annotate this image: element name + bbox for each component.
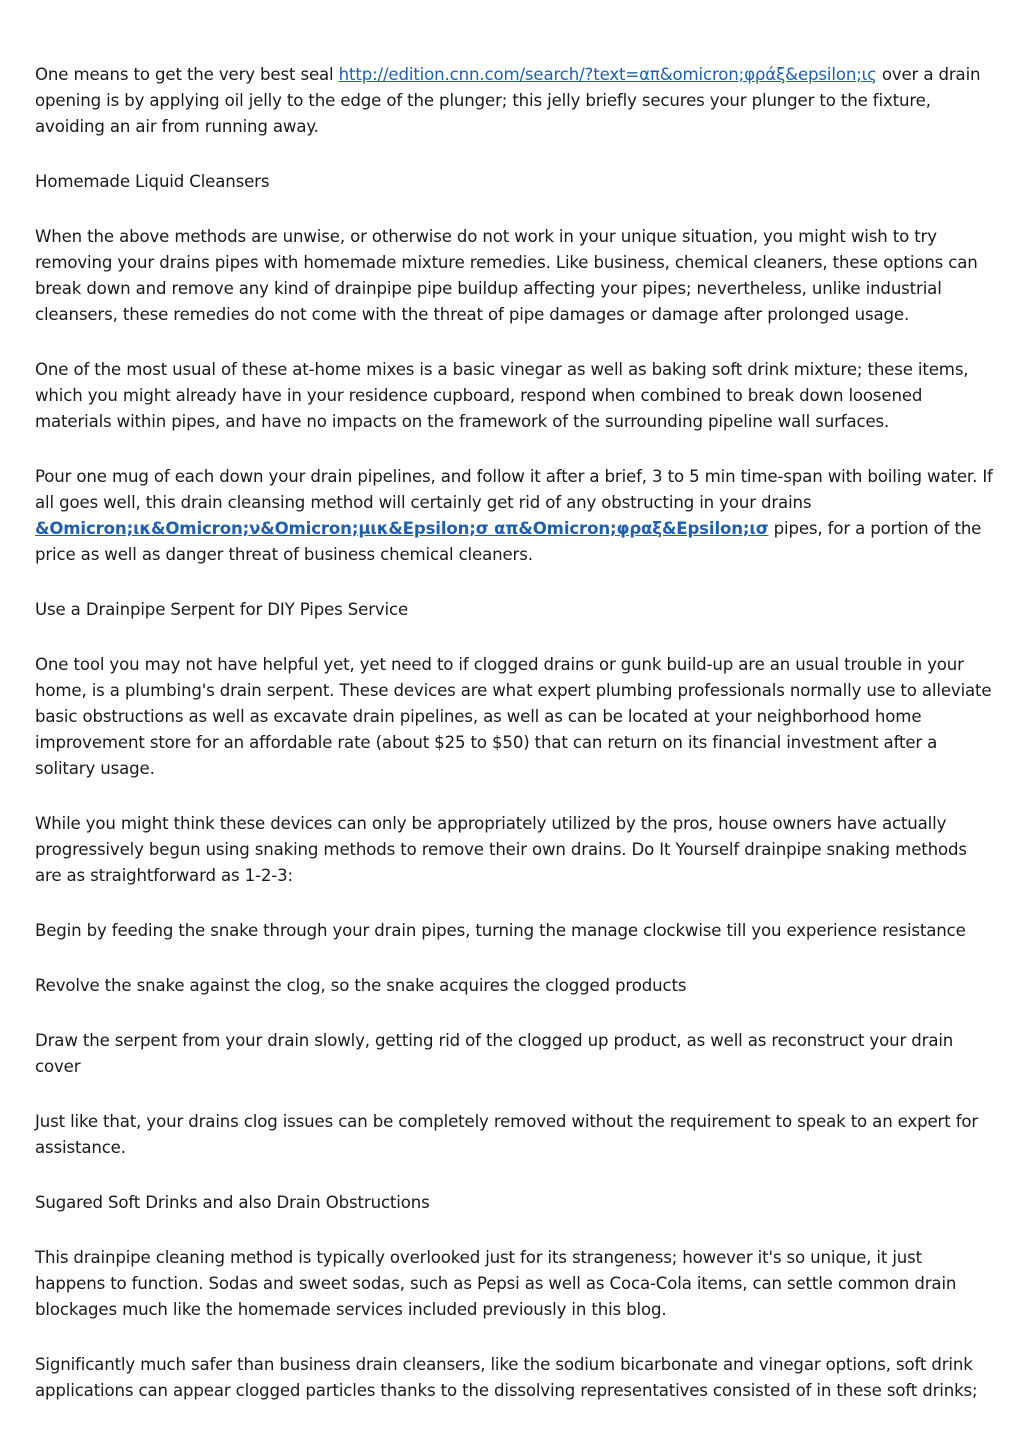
paragraph-text: Pour one mug of each down your drain pipelines, and follow it after a brief, 3 to 5 min time-span with boiling water. If all goes well, this drain cleansing method will certainly get rid of any obstructing in your drains [35,467,993,512]
cnn-search-link[interactable]: http://edition.cnn.com/search/?text=απ&omicron;φράξ&epsilon;ις [338,65,877,84]
paragraph-plunger-seal [35,62,995,140]
step-revolve-snake: Revolve the snake against the clog, so the snake acquires the clogged products [35,976,687,995]
paragraph-just-like-that: Just like that, your drains clog issues can be completely removed without the requirement to speak to an expert for assistance. [35,1112,979,1157]
heading-sugared-soft-drinks: Sugared Soft Drinks and also Drain Obstructions [35,1193,430,1212]
paragraph-text: over a drain opening is by applying oil jelly to the edge of the plunger; this jelly briefly secures your plunger to the fixture, avoiding an air from running away. [35,65,981,136]
paragraph-soda-method: This drainpipe cleaning method is typically overlooked just for its strangeness; however it's so unique, it just happens to function. Sodas and sweet sodas, such as Pepsi as well as Coca-Cola items, can settle common drain blockages much like the homemade services included previously in this blog. [35,1248,957,1319]
drain-cleaning-link[interactable]: &Omicron;ικ&Omicron;ν&Omicron;μικ&Epsilon;σ απ&Omicron;φραξ&Epsilon;ισ [35,519,769,538]
paragraph-text: One means to get the very best seal [35,65,339,84]
heading-homemade-liquid-cleansers: Homemade Liquid Cleansers [35,172,270,191]
paragraph-text: pipes, for a portion of the price as well as danger threat of business chemical cleaners. [35,519,982,564]
paragraph-pour-mug [35,464,995,568]
heading-drainpipe-serpent: Use a Drainpipe Serpent for DIY Pipes Service [35,600,409,619]
paragraph-safer-than-cleansers: Significantly much safer than business drain cleansers, like the sodium bicarbonate and vinegar options, soft drink applications can appear clogged particles thanks to the dissolving representatives consisted of in these soft drinks; [35,1355,978,1400]
paragraph-diy-snaking: While you might think these devices can only be appropriately utilized by the pros, house owners have actually progressively begun using snaking methods to remove their own drains. Do It Yourself drainpipe snaking methods are as straightforward as 1-2-3: [35,814,967,885]
paragraph-vinegar-baking-soda: One of the most usual of these at-home mixes is a basic vinegar as well as baking soft drink mixture; these items, which you might already have in your residence cupboard, respond when combined to break down loosened materials within pipes, and have no impacts on the framework of the surrounding pipeline wall surfaces. [35,360,969,431]
paragraph-drain-serpent-tool: One tool you may not have helpful yet, yet need to if clogged drains or gunk build-up are an usual trouble in your home, is a plumbing's drain serpent. These devices are what expert plumbing professionals normally use to alleviate basic obstructions as well as excavate drain pipelines, as well as can be located at your neighborhood home improvement store for an affordable rate (about $25 to $50) that can return on its financial investment after a solitary usage. [35,655,992,778]
step-feed-snake: Begin by feeding the snake through your drain pipes, turning the manage clockwise till you experience resistance [35,921,966,940]
paragraph-homemade-remedies: When the above methods are unwise, or otherwise do not work in your unique situation, you might wish to try removing your drains pipes with homemade mixture remedies. Like business, chemical cleaners, these options can break down and remove any kind of drainpipe pipe buildup affecting your pipes; nevertheless, unlike industrial cleansers, these remedies do not come with the threat of pipe damages or damage after prolonged usage. [35,227,978,324]
document-body [35,62,995,1433]
step-draw-serpent: Draw the serpent from your drain slowly, getting rid of the clogged up product, as well as reconstruct your drain cover [35,1031,954,1076]
